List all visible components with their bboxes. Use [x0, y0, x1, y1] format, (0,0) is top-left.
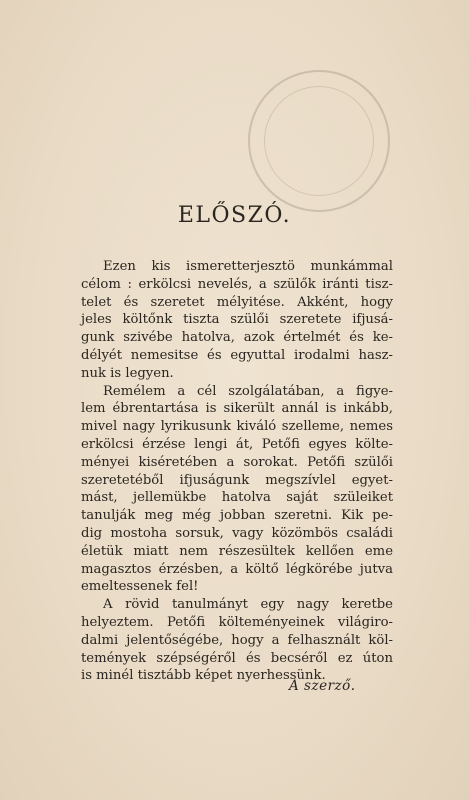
text-line: temények szépségéről és becséről ez úton: [81, 650, 393, 666]
text-line: szeretetéből ifjuságunk megszívlel egyet-: [81, 472, 393, 488]
text-line: erkölcsi érzése lengi át, Petőfi egyes költe-: [81, 436, 393, 452]
text-line: emeltessenek fel!: [81, 579, 199, 595]
text-line: dalmi jelentőségébe, hogy a felhasznált köl-: [81, 632, 393, 648]
text-line: mivel nagy lyrikusunk kiváló szelleme, nemes: [81, 419, 393, 435]
preface-text: [81, 258, 393, 685]
text-line: mást, jellemükbe hatolva saját szüleiket: [81, 490, 393, 506]
text-line: életük miatt nem részesültek kellően eme: [81, 543, 393, 559]
text-line: nuk is legyen.: [81, 365, 174, 381]
text-line: helyeztem. Petőfi költeményeinek világiro-: [81, 614, 393, 630]
text-line: gunk szivébe hatolva, azok értelmét és ke-: [81, 330, 393, 346]
text-line: Remélem a cél szolgálatában, a figye-: [103, 383, 393, 399]
text-line: lem ébrentartása is sikerült annál is inkább,: [81, 401, 393, 417]
text-line: Ezen kis ismeretterjesztö munkámmal: [103, 259, 393, 274]
text-line: magasztos érzésben, a költő légkörébe jutva: [81, 561, 393, 577]
text-line: A rövid tanulmányt egy nagy keretbe: [103, 597, 393, 613]
signature: A szerző.: [289, 678, 356, 694]
text-line: célom : erkölcsi nevelés, a szülők iránti tisz-: [81, 276, 393, 292]
text-line: jeles költőnk tiszta szülői szeretete ifjusá-: [81, 312, 393, 328]
library-stamp: [248, 70, 390, 212]
page-title: ELŐSZÓ.: [177, 203, 292, 228]
text-line: telet és szeretet mélyitése. Akként, hogy: [81, 294, 393, 310]
text-line: délyét nemesitse és egyuttal irodalmi hasz-: [81, 347, 393, 363]
text-line: tanulják meg még jobban szeretni. Kik pe-: [81, 508, 393, 524]
text-line: dig mostoha sorsuk, vagy közömbös családi: [81, 525, 393, 541]
text-line: ményei kiséretében a sorokat. Petőfi szülői: [81, 454, 393, 470]
text-line: is minél tisztább képet nyerhessünk.: [81, 668, 326, 684]
